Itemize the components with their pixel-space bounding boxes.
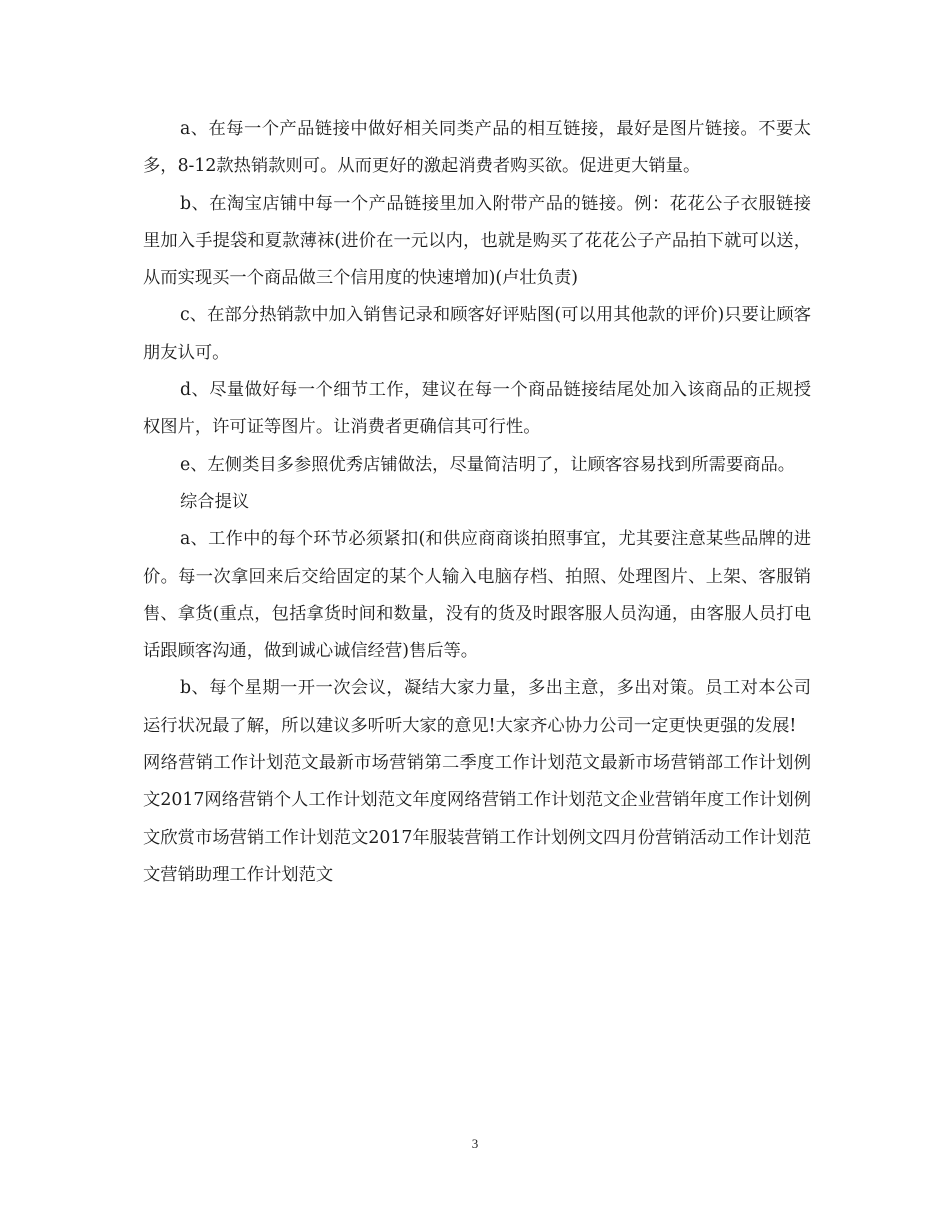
document-body: [143, 111, 811, 894]
paragraph-c-sales-records: c、在部分热销款中加入销售记录和顾客好评贴图(可以用其他款的评价)只要让顾客朋友认可。: [143, 305, 811, 363]
paragraph-a-product-links: a、在每一个产品链接中做好相关同类产品的相互链接，最好是图片链接。不要太多，8-12款热销款则可。从而更好的激起消费者购买欲。促进更大销量。: [143, 119, 811, 177]
paragraph-b-weekly-meeting: b、每个星期一开一次会议，凝结大家力量，多出主意，多出对策。员工对本公司运行状况最了解，所以建议多听听大家的意见!大家齐心协力公司一定更快更强的发展!: [143, 678, 811, 736]
related-articles-list: 网络营销工作计划范文最新市场营销第二季度工作计划范文最新市场营销部工作计划例文2017网络营销个人工作计划范文年度网络营销工作计划范文企业营销年度工作计划例文欣赏市场营销工作计划范文2017年服装营销工作计划例文四月份营销活动工作计划范文营销助理工作计划范文: [143, 753, 811, 885]
paragraph-e-categories: e、左侧类目多参照优秀店铺做法，尽量简洁明了，让顾客容易找到所需要商品。: [180, 454, 796, 475]
paragraph-b-bundle-links: b、在淘宝店铺中每一个产品链接里加入附带产品的链接。例：花花公子衣服链接里加入手提袋和夏款薄袜(进价在一元以内，也就是购买了花花公子产品拍下就可以送，从而实现买一个商品做三个信用度的快速增加)(卢壮负责): [143, 193, 811, 289]
page-number: 3: [471, 1136, 479, 1151]
paragraph-a-workflow: a、工作中的每个环节必须紧扣(和供应商商谈拍照事宜，尤其要注意某些品牌的进价。每一次拿回来后交给固定的某个人输入电脑存档、拍照、处理图片、上架、客服销售、拿货(重点，包括拿货时间和数量，没有的货及时跟客服人员沟通，由客服人员打电话跟顾客沟通，做到诚心诚信经营)售后等。: [143, 529, 811, 662]
section-heading-summary: 综合提议: [180, 491, 250, 512]
paragraph-d-details: d、尽量做好每一个细节工作，建议在每一个商品链接结尾处加入该商品的正规授权图片，许可证等图片。让消费者更确信其可行性。: [143, 380, 811, 438]
